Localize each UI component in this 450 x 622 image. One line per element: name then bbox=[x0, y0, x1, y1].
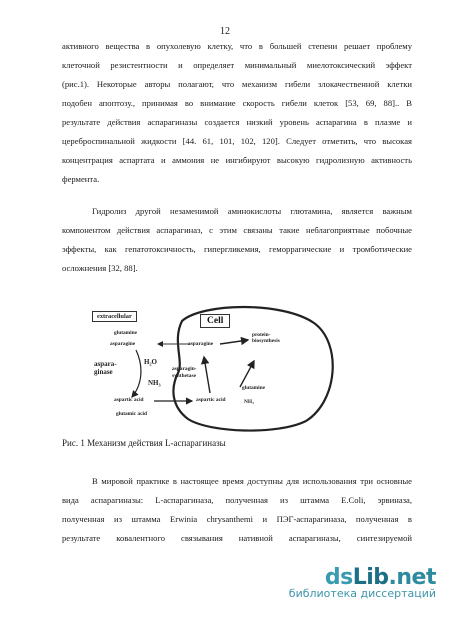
synthetase-arrow bbox=[204, 357, 210, 393]
asparagine-inside-label: asparagine bbox=[188, 341, 214, 347]
text-line: клеточной резистентности и определяет минимальный миелотоксический эффект bbox=[62, 60, 412, 70]
glutamine-inside-label: glutamine bbox=[242, 385, 266, 391]
aspartic-acid-inside-label: aspartic acid bbox=[196, 397, 226, 403]
text-line: полученная из штамма Erwinia chrysanthemi и ПЭГ-аспарагиназа, полученная в bbox=[62, 514, 412, 524]
text-line: осложнения [32, 88]. bbox=[62, 263, 138, 273]
text-line: результате ковалентного связывания нативной аспарагиназы, синтезируемой bbox=[62, 533, 412, 543]
text-line: концентрация аспартата и аммония не ингибируют высокую гидролизную активность bbox=[62, 155, 412, 165]
asparagine-outside-label: asparagine bbox=[110, 341, 136, 347]
cell-membrane bbox=[173, 307, 332, 431]
text-line: эффекты, как гепатотоксичность, гипергликемия, геморрагические и тромботические bbox=[62, 244, 412, 254]
text-line: В мировой практике в настоящее время доступны для использования три основные bbox=[92, 476, 412, 486]
protein-biosynthesis-label-2: biosynthesis bbox=[252, 338, 280, 344]
cell-label: Cell bbox=[200, 314, 230, 328]
text-line: активного вещества в опухолевую клетку, что в большей степени решает проблему bbox=[62, 41, 412, 51]
synthesis-arrow bbox=[220, 340, 248, 344]
watermark bbox=[289, 565, 436, 600]
glutamine-label: glutamine bbox=[114, 330, 138, 336]
text-line: вида аспарагиназы: L-аспарагиназа, полученная из штамма E.Coli, эрвиназа, bbox=[62, 495, 412, 505]
text-line: компонентом действия аспарагиназ, с этим связаны такие неблагоприятные побочные bbox=[62, 225, 412, 235]
branch-arrow bbox=[240, 361, 254, 387]
text-line: (рис.1). Некоторые авторы полагают, что механизм гибели злокачественной клетки bbox=[62, 79, 412, 89]
asparagine-synthetase-label-2: synthetase bbox=[172, 373, 196, 379]
ammonia-outside-label: NH₃ bbox=[148, 379, 161, 387]
text-line: цереброспинальной жидкости [44. 61, 101, 102, 120]. Следует отметить, что высокая bbox=[62, 136, 412, 146]
paragraph-3 bbox=[62, 472, 412, 548]
watermark-tagline: библиотека диссертаций bbox=[288, 587, 436, 600]
watermark-logo: dsLib.net bbox=[324, 565, 436, 590]
water-label: H₂O bbox=[144, 358, 157, 366]
page-number: 12 bbox=[220, 26, 230, 37]
aspartic-acid-outside-label: aspartic acid bbox=[114, 397, 144, 403]
mechanism-figure bbox=[92, 297, 394, 435]
protein-biosynthesis-label-1: protein- bbox=[252, 332, 271, 338]
asparagine-synthetase-label-1: asparagin- bbox=[172, 366, 197, 372]
text-line: Гидролиз другой незаменимой аминокислоты глютамина, является важным bbox=[92, 206, 412, 216]
paragraph-2 bbox=[62, 202, 412, 278]
asparaginase-label-1: aspara- bbox=[94, 360, 117, 368]
asparaginase-label-2: ginase bbox=[94, 368, 113, 376]
glutamic-acid-label: glutamic acid bbox=[116, 411, 147, 417]
figure-caption: Рис. 1 Механизм действия L-аспарагиназы bbox=[62, 438, 226, 448]
extracellular-label: extracellular bbox=[92, 311, 137, 322]
asparaginase-arrow bbox=[132, 350, 141, 397]
text-line: результате действия аспарагиназы создается низкий уровень аспарагина в плазме и bbox=[62, 117, 412, 127]
paragraph-1 bbox=[62, 37, 412, 189]
text-line: фермента. bbox=[62, 174, 100, 184]
ammonia-inside-label: NH₃ bbox=[244, 399, 254, 405]
text-line: подобен апоптозу., принимая во внимание скорость гибели клеток [53, 69, 88].. В bbox=[62, 98, 412, 108]
